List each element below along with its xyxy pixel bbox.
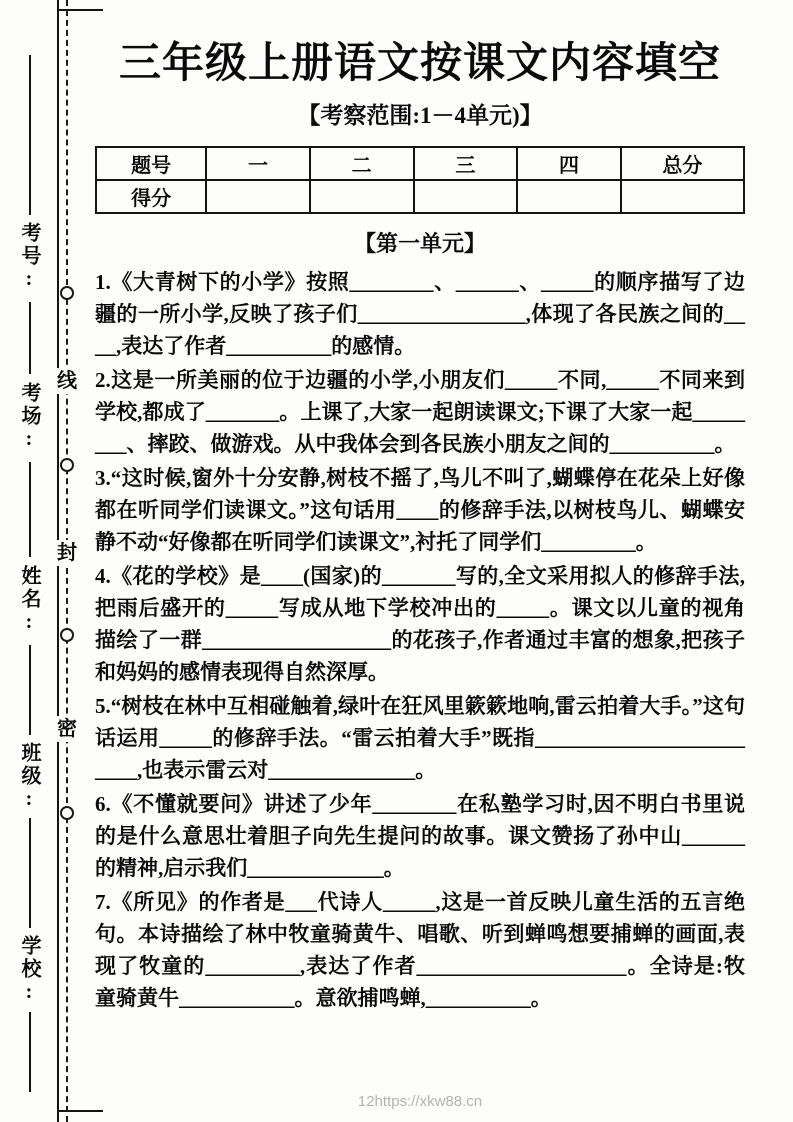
question-1: 1.《大青树下的小学》按照________、______、_____的顺序描写了边疆的一所小学,反映了孩子们________________,体现了各民族之间的____,表达了作者__________的感情。 [95,270,745,358]
score-table-empty-cell [414,180,518,213]
section-title-unit-1: 【第一单元】 [353,231,486,256]
score-table-cell-two: 二 [310,147,414,180]
score-table-empty-cell [206,180,310,213]
score-table-header-row [96,147,744,180]
score-table-empty-cell [310,180,414,213]
score-table-cell-three: 三 [414,147,518,180]
page-title: 三年级上册语文按课文内容填空 [118,41,721,87]
field-blank-line [29,645,31,735]
bottom-border-tick [57,1110,103,1112]
field-blank-line [29,462,31,557]
field-label-exam-room: 考场: [18,382,40,453]
seal-circle [60,806,74,820]
field-blank-line [29,1012,31,1092]
footer-page-url: 12https://xkw88.cn [357,1093,483,1110]
seal-char-xian: 线 [57,370,77,392]
field-blank-line [29,302,31,374]
question-6: 6.《不懂就要问》讲述了少年________在私塾学习时,因不明白书里说的是什么意思壮着胆子向先生提问的故事。课文赞扬了孙中山______的精神,启示我们_____________。 [95,792,745,880]
field-label-name: 姓名: [18,565,40,636]
top-border-tick [57,9,103,11]
score-table-empty-cell [517,180,621,213]
question-3: 3.“这时候,窗外十分安静,树枝不摇了,鸟儿不叫了,蝴蝶停在花朵上好像都在听同学们读课文。”这句话用____的修辞手法,以树枝鸟儿、蝴蝶安静不动“好像都在听同学们读课文”,衬托了同学们_________。 [95,466,745,554]
seal-char-mi: 密 [57,718,77,740]
score-table-cell-tihao: 题号 [96,147,206,180]
field-label-exam-number: 考号: [18,222,40,293]
question-2: 2.这是一所美丽的位于边疆的小学,小朋友们_____不同,_____不同来到学校,都成了_______。上课了,大家一起朗读课文;下课了大家一起________、摔跤、做游戏。从中我体会到各民族小朋友之间的__________。 [95,368,745,456]
question-4: 4.《花的学校》是____(国家)的_______写的,全文采用拟人的修辞手法,把雨后盛开的_____写成从地下学校冲出的_____。课文以儿童的视角描绘了一群__________________的花孩子,作者通过丰富的想象,把孩子和妈妈的感情表现得自然深厚。 [95,564,745,684]
field-blank-line [29,818,31,928]
question-7: 7.《所见》的作者是___代诗人_____,这是一首反映儿童生活的五言绝句。本诗描绘了林中牧童骑黄牛、唱歌、听到蝉鸣想要捕蝉的画面,表现了牧童的_________,表达了作者____________________。全诗是:牧童骑黄牛___________。意欲捕鸣蝉,__________。 [95,890,745,1010]
score-table-empty-cell [621,180,744,213]
seal-char-feng: 封 [57,542,77,564]
seal-circle [60,458,74,472]
score-table [95,146,745,214]
page-subtitle: 【考察范围:1－4单元)】 [297,103,543,128]
score-table-score-row [96,180,744,213]
field-blank-line [29,55,31,215]
main-content [95,38,745,1016]
score-table-cell-defen: 得分 [96,180,206,213]
seal-circle [60,628,74,642]
score-table-cell-four: 四 [517,147,621,180]
score-table-cell-total: 总分 [621,147,744,180]
seal-circle [60,286,74,300]
field-label-school: 学校: [18,935,40,1006]
field-label-class: 班级: [18,742,40,813]
score-table-cell-one: 一 [206,147,310,180]
question-5: 5.“树枝在林中互相碰触着,绿叶在狂风里簌簌地响,雷云拍着大手。”这句话运用_____的修辞手法。“雷云拍着大手”既指________________________,也表示雷云对______________。 [95,694,745,782]
